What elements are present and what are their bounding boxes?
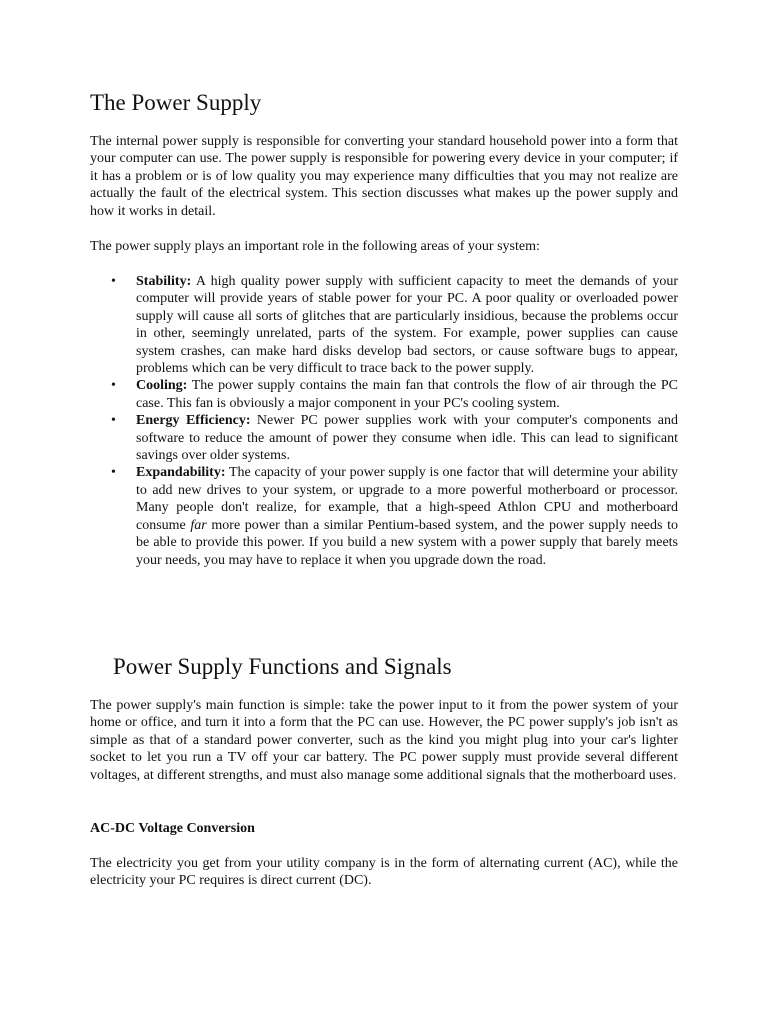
bullet-term: Stability: [136,274,192,289]
bullet-item-cooling [90,377,678,412]
bullet-icon: • [111,465,116,481]
bullet-text: A high quality power supply with sufficient capacity to meet the demands of your computer will provide years of stable power for your PC. A poor quality or overloaded power supply will cause all sorts of glitches that are particularly insidious, because the problems occur in other, seemingly unrelated, parts of the system. For example, power supplies can cause system crashes, can make hard disks develop bad sectors, or cause software bugs to appear, problems which can be very difficult to trace back to the power supply. [136,274,678,377]
roles-bullet-list [90,273,678,569]
intro-paragraph: The internal power supply is responsible for converting your standard household power into a form that your computer can use. The power supply is responsible for powering every device in your computer; if it has a problem or is of low quality you may experience many difficulties that you may not realize are actually the fault of the electrical system. This section discusses what makes up the power supply and how it works in detail. [90,134,678,219]
subsection-paragraph: The electricity you get from your utility company is in the form of alternating current (AC), while the electricity your PC requires is direct current (DC). [90,856,678,889]
bullet-item-stability [90,273,678,377]
bullet-text: Newer PC power supplies work with your computer's components and software to reduce the amount of power they consume when idle. This can lead to significant savings over older systems. [136,413,678,464]
bullet-emphasis: far [190,517,207,533]
bullet-term: Energy Efficiency: [136,413,251,429]
page-title: The Power Supply [90,90,262,115]
bullet-icon: • [111,274,116,289]
section-paragraph: The power supply's main function is simple: take the power input to it from the power system of your home or office, and turn it into a form that the PC can use. However, the PC power supply's job isn't as simple as that of a standard power converter, such as the kind you might plug into your car's lighter socket to let you run a TV off your car battery. The PC power supply must provide several different voltages, at different strengths, and must also manage some additional signals that the motherboard uses. [90,698,678,783]
list-intro-paragraph: The power supply plays an important role in the following areas of your system: [90,239,540,254]
section-heading: Power Supply Functions and Signals [113,654,452,679]
subsection-heading: AC-DC Voltage Conversion [90,821,255,836]
bullet-text: The capacity of your power supply is one factor that will determine your ability to add new drives to your system, or upgrade to a more powerful motherboard or processor. Many people don't realize, for example, that a high-speed Athlon CPU and motherboard consume [136,465,679,533]
bullet-icon: • [111,378,116,394]
bullet-term: Expandability: [136,465,226,481]
bullet-text: The power supply contains the main fan that controls the flow of air through the PC case. This fan is obviously a major component in your PC's cooling system. [136,378,678,411]
bullet-icon: • [111,413,116,429]
bullet-item-energy-efficiency [90,412,678,464]
bullet-term: Cooling: [136,378,188,394]
bullet-text: more power than a similar Pentium-based system, and the power supply needs to be able to provide this power. If you build a new system with a power supply that barely meets your needs, you may have to replace it when you upgrade down the road. [136,517,678,568]
bullet-item-expandability [90,464,678,568]
